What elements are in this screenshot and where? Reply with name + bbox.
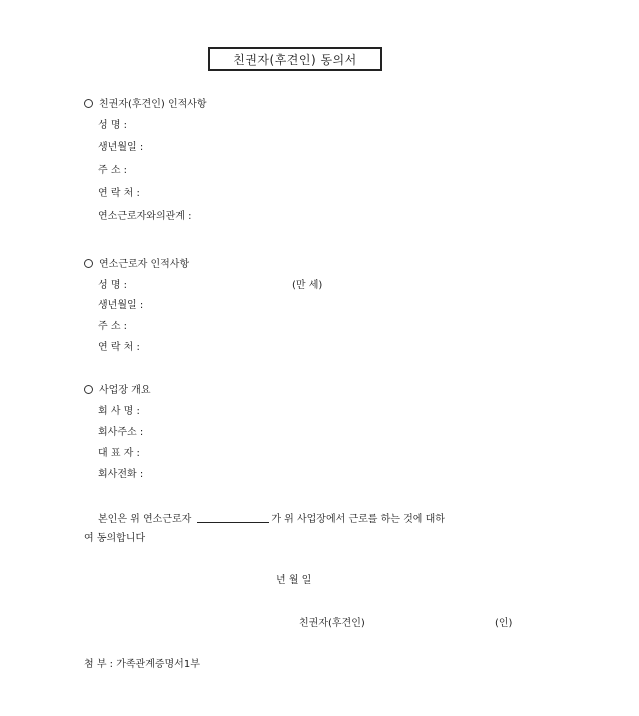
minor-name-field: 성 명 : [98, 280, 128, 291]
section-guardian-heading: 친권자(후견인) 인적사항 [84, 99, 207, 111]
circle-bullet-icon [84, 385, 93, 394]
section-minor-heading: 연소근로자 인적사항 [84, 259, 189, 271]
guardian-birthdate-field: 생년월일 : [98, 142, 144, 153]
circle-bullet-icon [84, 99, 93, 108]
guardian-contact-field: 연 락 처 : [98, 188, 140, 199]
company-representative-field: 대 표 자 : [98, 448, 140, 459]
consent-statement-continued: 여 동의합니다 [84, 533, 146, 544]
attachment-note: 첨 부 : 가족관계증명서1부 [84, 659, 200, 670]
circle-bullet-icon [84, 259, 93, 268]
company-name-field: 회 사 명 : [98, 406, 140, 417]
consent-statement: 본인은 위 연소근로자 가 위 사업장에서 근로를 하는 것에 대하 [98, 514, 445, 525]
document-title: 친권자(후견인) 동의서 [208, 47, 382, 71]
company-address-field: 회사주소 : [98, 427, 144, 438]
minor-age-label: (만 세) [292, 280, 323, 291]
signer-label: 친권자(후견인) [299, 618, 365, 629]
section-workplace-heading: 사업장 개요 [84, 385, 150, 397]
guardian-relationship-field: 연소근로자와의관계 : [98, 211, 192, 222]
minor-contact-field: 연 락 처 : [98, 342, 140, 353]
minor-address-field: 주 소 : [98, 321, 128, 332]
company-phone-field: 회사전화 : [98, 469, 144, 480]
date-line: 년 월 일 [276, 575, 312, 586]
minor-name-blank [197, 512, 269, 523]
seal-label: (인) [495, 618, 513, 629]
guardian-name-field: 성 명 : [98, 120, 128, 131]
guardian-address-field: 주 소 : [98, 165, 128, 176]
minor-birthdate-field: 생년월일 : [98, 300, 144, 311]
